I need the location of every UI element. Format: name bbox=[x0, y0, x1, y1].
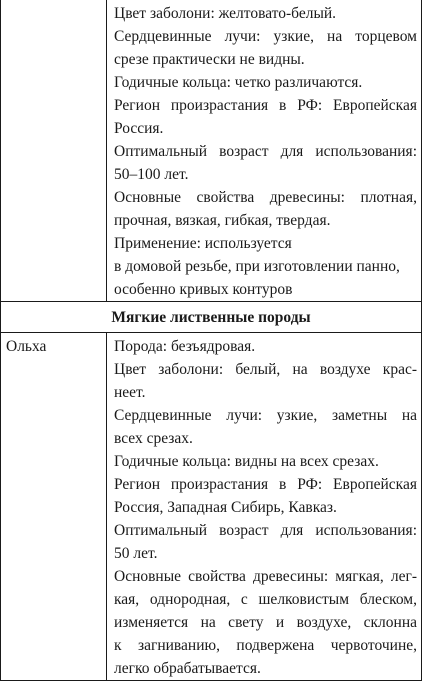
text-line: Оптимальный возраст для использования: bbox=[114, 143, 417, 160]
text-line: Сердцевинные лучи: узкие, заметны на bbox=[114, 407, 417, 424]
text-line: Регион произрастания в РФ: Европейская bbox=[114, 476, 417, 493]
text-line: Годичные кольца: четко различаются. bbox=[114, 74, 363, 91]
text-line: Оптимальный возраст для использования: bbox=[114, 522, 417, 539]
text-line: Цвет заболони: белый, на воздухе крас- bbox=[114, 361, 417, 378]
text-line: неет. bbox=[114, 384, 146, 401]
text-line: Россия, Западная Сибирь, Кавказ. bbox=[114, 499, 337, 516]
text-line: Основные свойства древесины: плотная, bbox=[114, 189, 417, 206]
text-line: всех срезах. bbox=[114, 430, 193, 447]
text-line: Россия. bbox=[114, 120, 164, 137]
text-line: 50 лет. bbox=[114, 545, 158, 562]
text-line: срезе практически не видны. bbox=[114, 51, 305, 68]
text-line: Применение: используется bbox=[114, 235, 292, 252]
text-line: особенно кривых контуров bbox=[114, 281, 293, 298]
tree-name-cell bbox=[1, 0, 107, 302]
table-row bbox=[1, 302, 422, 333]
text-line: изменяется на свету и воздухе, склонна bbox=[114, 614, 417, 631]
properties-text bbox=[114, 2, 417, 301]
text-line: Цвет заболони: желтовато-белый. bbox=[114, 5, 337, 22]
text-line: кая, однородная, с шелковистым блеском, bbox=[114, 591, 417, 608]
tree-name-cell bbox=[1, 333, 107, 681]
table-row bbox=[1, 333, 422, 681]
text-line: Порода: безъядровая. bbox=[114, 338, 256, 355]
text-line: в домовой резьбе, при изготовлении панно, bbox=[114, 258, 400, 275]
section-title: Мягкие лиственные породы bbox=[1, 302, 422, 333]
tree-name: Ольха bbox=[6, 338, 47, 355]
text-line: Регион произрастания в РФ: Европейская bbox=[114, 97, 417, 114]
text-line: легко обрабатывается. bbox=[114, 660, 261, 677]
text-line: Сердцевинные лучи: узкие, на торцевом bbox=[114, 28, 417, 45]
properties-cell bbox=[107, 0, 422, 302]
text-line: Годичные кольца: видны на всех срезах. bbox=[114, 453, 379, 470]
properties-cell bbox=[107, 333, 422, 681]
text-line: прочная, вязкая, гибкая, твердая. bbox=[114, 212, 331, 229]
table-row bbox=[1, 0, 422, 302]
text-line: 50–100 лет. bbox=[114, 166, 189, 183]
text-line: к загниванию, подвержена червоточине, bbox=[114, 637, 417, 654]
text-line: Основные свойства древесины: мягкая, лег- bbox=[114, 568, 417, 585]
properties-text bbox=[114, 335, 417, 680]
